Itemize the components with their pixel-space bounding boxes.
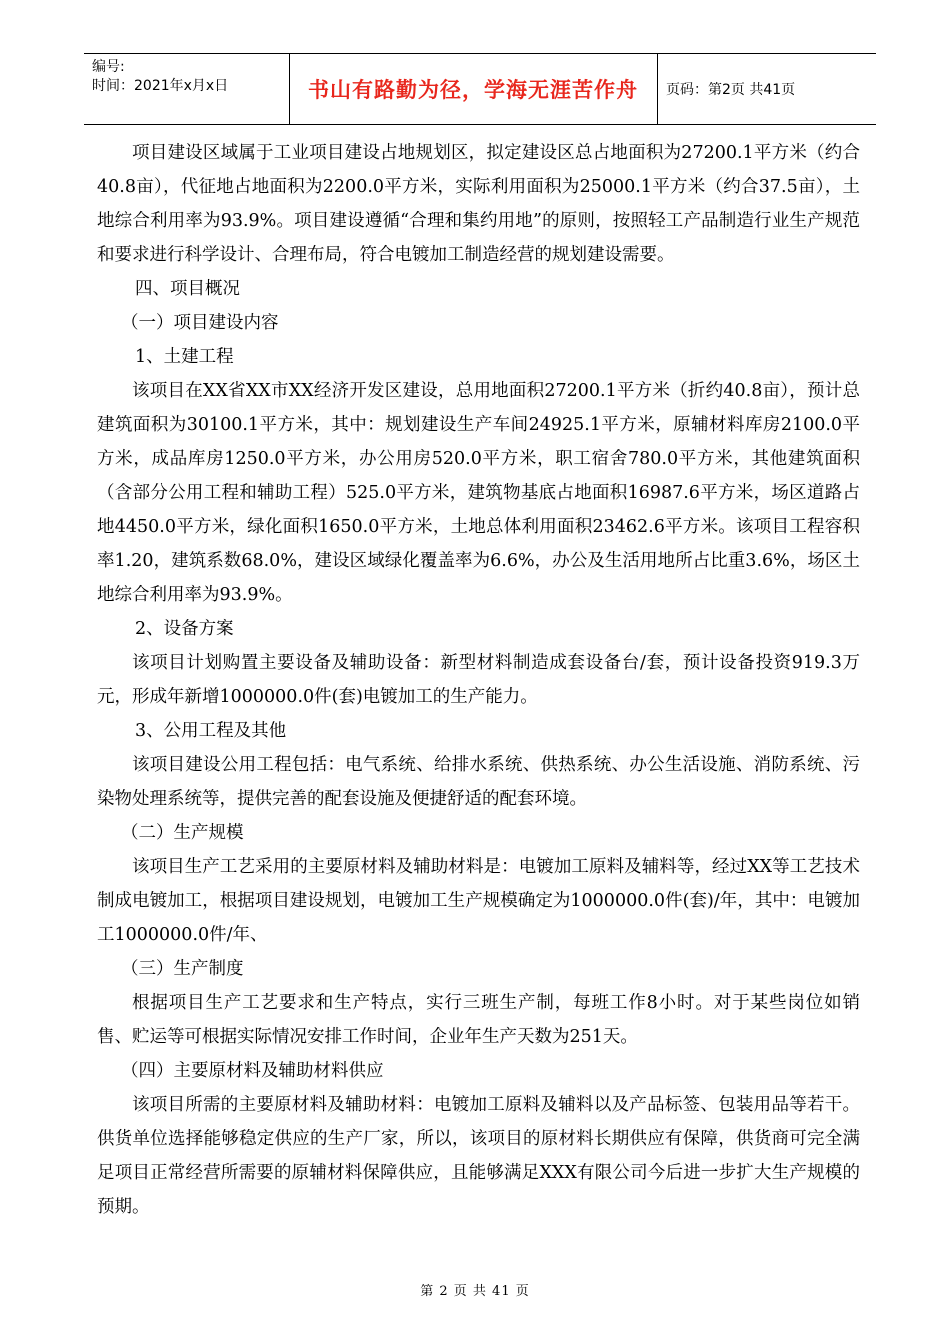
item-heading-public-works: 3、公用工程及其他 (135, 721, 287, 741)
page-header (84, 53, 876, 125)
subsection-heading-material-supply: （四）主要原材料及辅助材料供应 (121, 1061, 384, 1081)
page-footer: 第 2 页 共 41 页 (420, 1284, 530, 1299)
paragraph-production-system: 根据项目生产工艺要求和生产特点，实行三班生产制，每班工作8小时。对于某些岗位如销售、贮运等可根据实际情况安排工作时间，企业年生产天数为251天。 (97, 993, 860, 1047)
paragraph-production-scale: 该项目生产工艺采用的主要原材料及辅助材料是：电镀加工原料及辅料等，经过XX等工艺技术制成电镀加工，根据项目建设规划，电镀加工生产规模确定为1000000.0件(套)/年，其中：电镀加工1000000.0件/年、 (97, 857, 860, 945)
section-heading-project-overview: 四、项目概况 (135, 279, 240, 299)
document-body (97, 136, 860, 1224)
document-time-label: 时间：2021年x月x日 (92, 78, 229, 94)
subsection-heading-production-scale: （二）生产规模 (121, 823, 244, 843)
paragraph-equipment-plan: 该项目计划购置主要设备及辅助设备：新型材料制造成套设备台/套，预计设备投资919.3万元，形成年新增1000000.0件(套)电镀加工的生产能力。 (97, 653, 860, 707)
item-heading-equipment-plan: 2、设备方案 (135, 619, 234, 639)
paragraph-public-works: 该项目建设公用工程包括：电气系统、给排水系统、供热系统、办公生活设施、消防系统、污染物处理系统等，提供完善的配套设施及便捷舒适的配套环境。 (97, 755, 860, 809)
document-number-label: 编号: (92, 59, 125, 75)
subsection-heading-construction-content: （一）项目建设内容 (121, 313, 279, 333)
header-page-label: 页码：第2页 共41页 (666, 82, 796, 98)
subsection-heading-production-system: （三）生产制度 (121, 959, 244, 979)
header-divider-right (657, 54, 658, 124)
paragraph-land-use: 项目建设区域属于工业项目建设占地规划区，拟定建设区总占地面积为27200.1平方米（约合40.8亩），代征地占地面积为2200.0平方米，实际利用面积为25000.1平方米（约合37.5亩），土地综合利用率为93.9%。项目建设遵循“合理和集约用地”的原则，按照轻工产品制造行业生产规范和要求进行科学设计、合理布局，符合电镀加工制造经营的规划建设需要。 (97, 143, 860, 265)
header-meta (92, 58, 292, 96)
item-heading-civil-works: 1、土建工程 (135, 347, 234, 367)
header-motto: 书山有路勤为径，学海无涯苦作舟 (308, 77, 638, 102)
paragraph-civil-works: 该项目在XX省XX市XX经济开发区建设，总用地面积27200.1平方米（折约40.8亩），预计总建筑面积为30100.1平方米，其中：规划建设生产车间24925.1平方米，原辅材料库房2100.0平方米，成品库房1250.0平方米，办公用房520.0平方米，职工宿舍780.0平方米，其他建筑面积（含部分公用工程和辅助工程）525.0平方米，建筑物基底占地面积16987.6平方米，场区道路占地4450.0平方米，绿化面积1650.0平方米，土地总体利用面积23462.6平方米。该项目工程容积率1.20，建筑系数68.0%，建设区域绿化覆盖率为6.6%，办公及生活用地所占比重3.6%，场区土地综合利用率为93.9%。 (97, 381, 860, 605)
paragraph-material-supply: 该项目所需的主要原材料及辅助材料：电镀加工原料及辅料以及产品标签、包装用品等若干。供货单位选择能够稳定供应的生产厂家，所以，该项目的原材料长期供应有保障，供货商可完全满足项目正常经营所需要的原辅材料保障供应，且能够满足XXX有限公司今后进一步扩大生产规模的预期。 (97, 1095, 860, 1217)
